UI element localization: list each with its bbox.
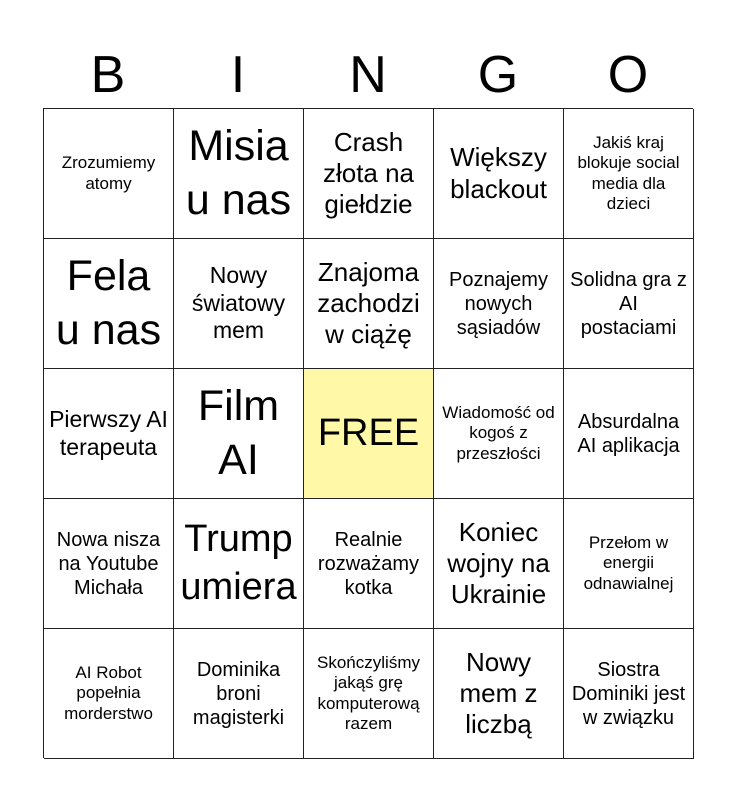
bingo-cell[interactable]: Jakiś kraj blokuje social media dla dzieci: [564, 109, 694, 239]
bingo-header: [43, 44, 693, 106]
bingo-cell[interactable]: Koniec wojny na Ukrainie: [434, 499, 564, 629]
bingo-cell[interactable]: Przełom w energii odnawialnej: [564, 499, 694, 629]
bingo-cell[interactable]: Pierwszy AI terapeuta: [44, 369, 174, 499]
bingo-cell[interactable]: Nowy mem z liczbą: [434, 629, 564, 759]
bingo-cell[interactable]: Poznajemy nowych sąsiadów: [434, 239, 564, 369]
bingo-cell[interactable]: Trump umiera: [174, 499, 304, 629]
bingo-cell[interactable]: Realnie rozważamy kotka: [304, 499, 434, 629]
bingo-grid: [43, 108, 693, 758]
header-letter-n: N: [349, 46, 387, 104]
free-cell[interactable]: FREE: [304, 369, 434, 499]
header-letter-o: O: [607, 46, 649, 104]
header-letter-b: B: [90, 46, 126, 104]
bingo-cell[interactable]: Crash złota na giełdzie: [304, 109, 434, 239]
bingo-cell[interactable]: Nowa nisza na Youtube Michała: [44, 499, 174, 629]
bingo-cell[interactable]: Misia u nas: [174, 109, 304, 239]
bingo-cell[interactable]: Film AI: [174, 369, 304, 499]
bingo-cell[interactable]: Wiadomość od kogoś z przeszłości: [434, 369, 564, 499]
bingo-cell[interactable]: Skończyliśmy jakąś grę komputerową razem: [304, 629, 434, 759]
bingo-cell[interactable]: Zrozumiemy atomy: [44, 109, 174, 239]
bingo-cell[interactable]: Solidna gra z AI postaciami: [564, 239, 694, 369]
bingo-cell[interactable]: Siostra Dominiki jest w związku: [564, 629, 694, 759]
header-letter-i: I: [230, 46, 246, 104]
bingo-cell[interactable]: Fela u nas: [44, 239, 174, 369]
bingo-cell[interactable]: Większy blackout: [434, 109, 564, 239]
header-letter-g: G: [477, 46, 519, 104]
bingo-cell[interactable]: Nowy światowy mem: [174, 239, 304, 369]
bingo-cell[interactable]: Absurdalna AI aplikacja: [564, 369, 694, 499]
bingo-cell[interactable]: Dominika broni magisterki: [174, 629, 304, 759]
bingo-cell[interactable]: Znajoma zachodzi w ciążę: [304, 239, 434, 369]
bingo-cell[interactable]: AI Robot popełnia morderstwo: [44, 629, 174, 759]
